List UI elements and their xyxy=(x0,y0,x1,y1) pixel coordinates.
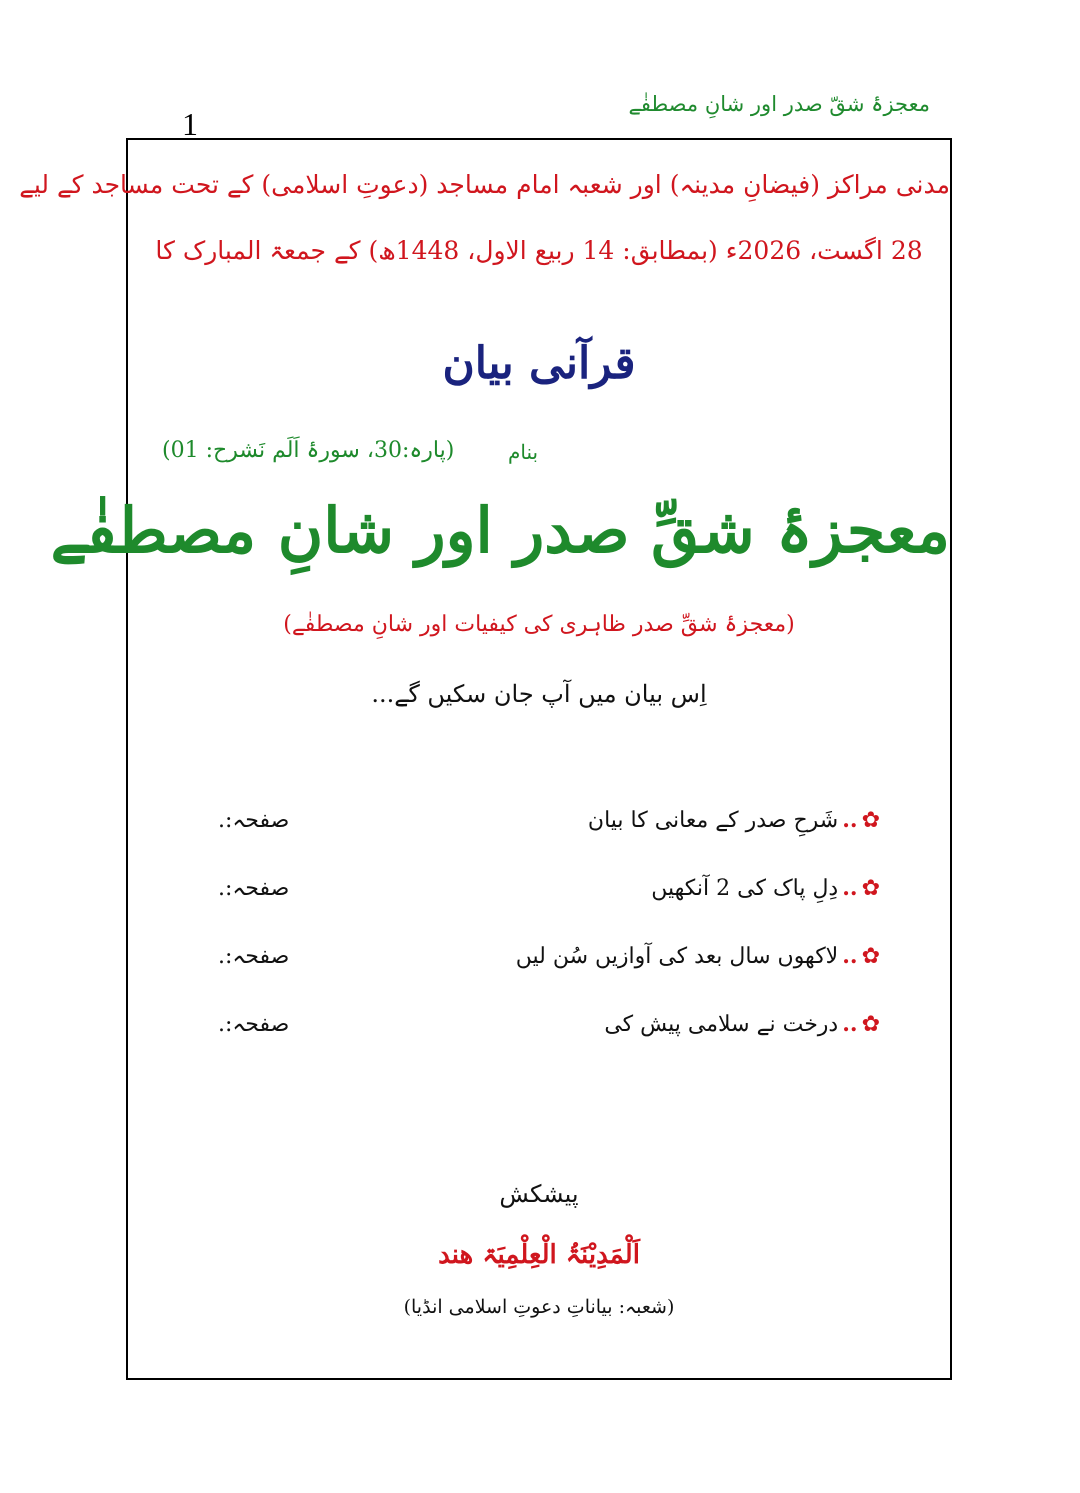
banam-label: بنام xyxy=(508,440,539,464)
toc-page-label: صفحہ:. xyxy=(218,807,290,833)
bullet-dots: .. xyxy=(842,943,858,969)
toc-row xyxy=(218,922,880,990)
department-label: (شعبہ: بیاناتِ دعوتِ اسلامی انڈیا) xyxy=(403,1296,675,1318)
bullet-dots: .. xyxy=(842,875,858,901)
flower-icon: ✿ xyxy=(861,875,880,901)
toc-item-label: لاکھوں سال بعد کی آوازیں سُن لیں xyxy=(515,943,839,969)
toc-item-label: شَرحِ صدر کے معانی کا بیان xyxy=(587,807,839,833)
intro-line-1: مدنی مراکز (فیضانِ مدینہ) اور شعبہ امام مساجد (دعوتِ اسلامی) کے تحت مساجد کے لیے xyxy=(19,170,950,199)
publisher-name: اَلْمَدِیْنَۃُ الْعِلْمِیَۃ ھند xyxy=(438,1240,640,1270)
flower-icon: ✿ xyxy=(861,943,880,969)
intro-line-2: 28 اگست، 2026ء (بمطابق: 14 ربیع الاول، 1448ھ) کے جمعۃ المبارک کا xyxy=(155,236,923,265)
toc-entry xyxy=(516,943,880,969)
toc-item-label: دِلِ پاک کی 2 آنکھیں xyxy=(651,875,839,901)
page-frame xyxy=(19,138,952,1380)
flower-icon: ✿ xyxy=(861,807,880,833)
toc-row xyxy=(218,854,880,922)
toc-row xyxy=(218,990,880,1058)
running-header: معجزۂ شقّ صدر اور شانِ مصطفٰے xyxy=(628,92,930,116)
subtitle: (معجزۂ شقِّ صدر ظاہری کی کیفیات اور شانِ مصطفٰے) xyxy=(283,612,795,637)
toc-row xyxy=(218,786,880,854)
bullet-dots: .. xyxy=(842,1011,858,1037)
toc-entry xyxy=(604,1011,880,1037)
main-title: معجزۂ شقِّ صدر اور شانِ مصطفٰے xyxy=(50,494,950,567)
presented-by-label: پیشکش xyxy=(499,1180,579,1208)
toc-entry xyxy=(651,875,880,901)
toc-item-label: درخت نے سلامی پیش کی xyxy=(604,1011,839,1037)
intro-text: اِس بیان میں آپ جان سکیں گے... xyxy=(371,680,707,708)
bayan-heading: قرآنی بیان xyxy=(442,338,636,389)
toc-page-label: صفحہ:. xyxy=(218,943,290,969)
toc-entry xyxy=(588,807,880,833)
surah-reference: (پارہ:30، سورۂ اَلَم نَشرح: 01) xyxy=(162,438,455,463)
flower-icon: ✿ xyxy=(861,1011,880,1037)
toc-page-label: صفحہ:. xyxy=(218,1011,290,1037)
bullet-dots: .. xyxy=(842,807,858,833)
table-of-contents xyxy=(218,786,880,1058)
toc-page-label: صفحہ:. xyxy=(218,875,290,901)
page-number: 1 xyxy=(182,106,198,142)
